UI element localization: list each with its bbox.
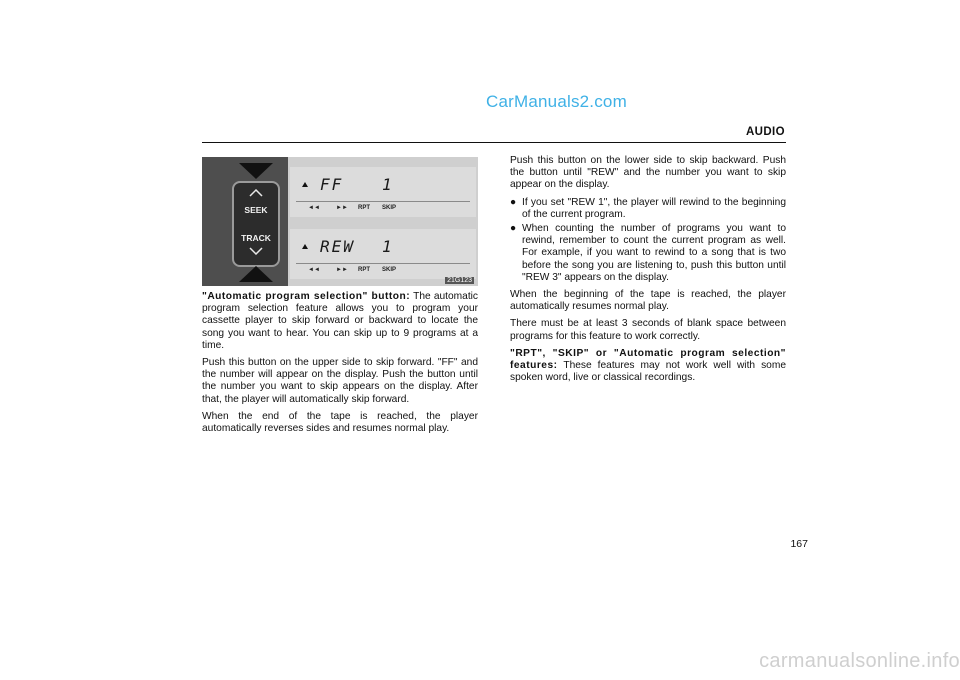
- skip-indicator: SKIP: [382, 267, 397, 273]
- left-column: [202, 291, 478, 440]
- skip-backward-paragraph: Push this button on the lower side to skip backward. Push the button until "REW" and the number you want to skip appear on the display.: [510, 155, 786, 191]
- bullet-icon: ●: [510, 196, 517, 208]
- lcd-divider: [296, 201, 470, 202]
- lcd-segment-text: FF: [320, 175, 344, 194]
- rewind-icon: ◄◄: [308, 205, 320, 211]
- tape-direction-icon: [302, 244, 308, 249]
- header-rule: [202, 142, 786, 143]
- rpt-indicator: RPT: [358, 267, 370, 273]
- right-column: [510, 155, 786, 389]
- watermark-carmanuals2[interactable]: CarManuals2.com: [486, 92, 627, 111]
- chevron-down-icon: [249, 247, 263, 255]
- lcd-display-ff: [290, 167, 476, 217]
- features-heading: "RPT", "SKIP" or "Automatic program selection" features:: [510, 347, 786, 372]
- track-label: TRACK: [241, 233, 271, 243]
- blank-space-paragraph: There must be at least 3 seconds of blank space between programs for this feature to work correctly.: [510, 318, 786, 342]
- bullet-item: [510, 197, 786, 221]
- seek-track-figure: [202, 157, 478, 286]
- tape-beginning-paragraph: When the beginning of the tape is reached, the player automatically resumes normal play.: [510, 289, 786, 313]
- lcd-display-rew: [290, 229, 476, 279]
- tape-end-paragraph: When the end of the tape is reached, the player automatically reverses sides and resumes normal play.: [202, 410, 478, 435]
- fast-forward-icon: ►►: [336, 205, 348, 211]
- lcd-divider: [296, 263, 470, 264]
- features-note-text: These features may not work well with some spoken word, live or classical recordings.: [510, 360, 786, 384]
- skip-forward-paragraph: Push this button on the upper side to skip forward. "FF" and the number will appear on the display. Push the button until the number you want to skip appears on the display. After that, the player will automatically skip forward.: [202, 357, 478, 405]
- bullet-text: When counting the number of programs you want to rewind, remember to count the current program as well. For example, if you want to rewind to a song that is two before the song you are listening to, push this button until "REW 3" appears on the display.: [522, 223, 786, 283]
- lcd-number: 1: [382, 237, 392, 256]
- auto-program-heading: "Automatic program selection" button:: [202, 291, 411, 302]
- fast-forward-icon: ►►: [336, 267, 348, 273]
- skip-indicator: SKIP: [382, 205, 397, 211]
- arrow-up-pointer-icon: [239, 266, 273, 282]
- watermark-carmanualsonline[interactable]: carmanualsonline.info: [759, 650, 960, 672]
- rpt-indicator: RPT: [358, 205, 370, 211]
- lcd-segment-text: REW: [320, 237, 355, 256]
- rewind-icon: ◄◄: [308, 267, 320, 273]
- bullet-icon: ●: [510, 223, 517, 235]
- features-note: [510, 348, 786, 385]
- bullet-text: If you set "REW 1", the player will rewind to the beginning of the current program.: [522, 196, 786, 220]
- lcd-number: 1: [382, 175, 392, 194]
- section-title: AUDIO: [745, 126, 785, 138]
- seek-label: SEEK: [244, 205, 268, 215]
- figure-code: 21G123: [447, 277, 472, 284]
- auto-program-intro: [202, 291, 478, 352]
- arrow-down-pointer-icon: [239, 163, 273, 179]
- seek-track-knob: [232, 181, 280, 267]
- bullet-item: [510, 223, 786, 284]
- chevron-up-icon: [249, 189, 263, 197]
- control-panel: [202, 157, 288, 286]
- page-number: 167: [790, 538, 808, 550]
- tape-direction-icon: [302, 182, 308, 187]
- auto-program-intro-text: The automatic program selection feature allows you to program your cassette player to skip forward or backward to locate the song you want to hear. You can skip up to 9 programs at a time.: [202, 291, 479, 351]
